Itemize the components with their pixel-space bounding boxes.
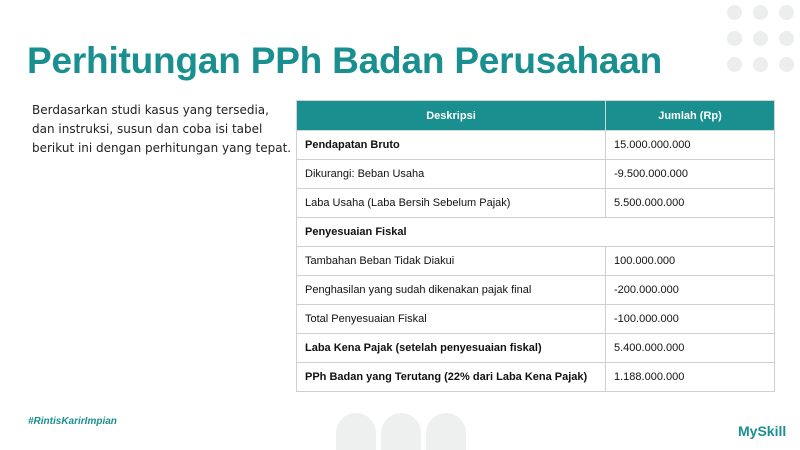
row-amount: 100.000.000 <box>606 247 775 276</box>
slide-title: Perhitungan PPh Badan Perusahaan <box>27 40 663 81</box>
decor-tab <box>426 413 466 450</box>
decor-dot <box>753 31 768 46</box>
row-amount: 5.400.000.000 <box>606 334 775 363</box>
decor-dot <box>727 57 742 72</box>
intro-text: Berdasarkan studi kasus yang tersedia, dan instruksi, susun dan coba isi tabel berikut ini dengan perhitungan yang tepat. <box>32 103 292 155</box>
row-description: Laba Kena Pajak (setelah penyesuaian fiskal) <box>297 334 606 363</box>
decor-dot <box>727 5 742 20</box>
section-heading: Penyesuaian Fiskal <box>297 218 775 247</box>
row-amount: -9.500.000.000 <box>606 160 775 189</box>
decor-dot <box>753 5 768 20</box>
table-row <box>297 334 775 363</box>
row-amount: 15.000.000.000 <box>606 131 775 160</box>
row-amount: -200.000.000 <box>606 276 775 305</box>
row-description: Total Penyesuaian Fiskal <box>297 305 606 334</box>
decorative-tabs <box>336 413 466 450</box>
row-description: Penghasilan yang sudah dikenakan pajak final <box>297 276 606 305</box>
decorative-dot-grid <box>726 4 798 76</box>
table-row <box>297 160 775 189</box>
decor-dot <box>727 31 742 46</box>
column-header-amount: Jumlah (Rp) <box>606 101 775 131</box>
table-section-row <box>297 218 775 247</box>
row-amount: 1.188.000.000 <box>606 363 775 392</box>
row-description: PPh Badan yang Terutang (22% dari Laba Kena Pajak) <box>297 363 606 392</box>
row-amount: -100.000.000 <box>606 305 775 334</box>
row-amount: 5.500.000.000 <box>606 189 775 218</box>
table-row <box>297 189 775 218</box>
brand-logo: MySkill <box>738 423 787 439</box>
table-row <box>297 276 775 305</box>
decor-dot <box>779 5 794 20</box>
row-description: Dikurangi: Beban Usaha <box>297 160 606 189</box>
row-description: Laba Usaha (Laba Bersih Sebelum Pajak) <box>297 189 606 218</box>
table-row <box>297 363 775 392</box>
decor-dot <box>753 57 768 72</box>
decor-dot <box>779 31 794 46</box>
tax-calculation-table <box>296 100 775 392</box>
table-row <box>297 131 775 160</box>
row-description: Pendapatan Bruto <box>297 131 606 160</box>
column-header-description: Deskripsi <box>297 101 606 131</box>
decor-tab <box>336 413 376 450</box>
table-row <box>297 305 775 334</box>
decor-tab <box>381 413 421 450</box>
decor-dot <box>779 57 794 72</box>
table-header-row <box>297 101 775 131</box>
hashtag-label: #RintisKarirImpian <box>28 416 117 427</box>
row-description: Tambahan Beban Tidak Diakui <box>297 247 606 276</box>
table-row <box>297 247 775 276</box>
